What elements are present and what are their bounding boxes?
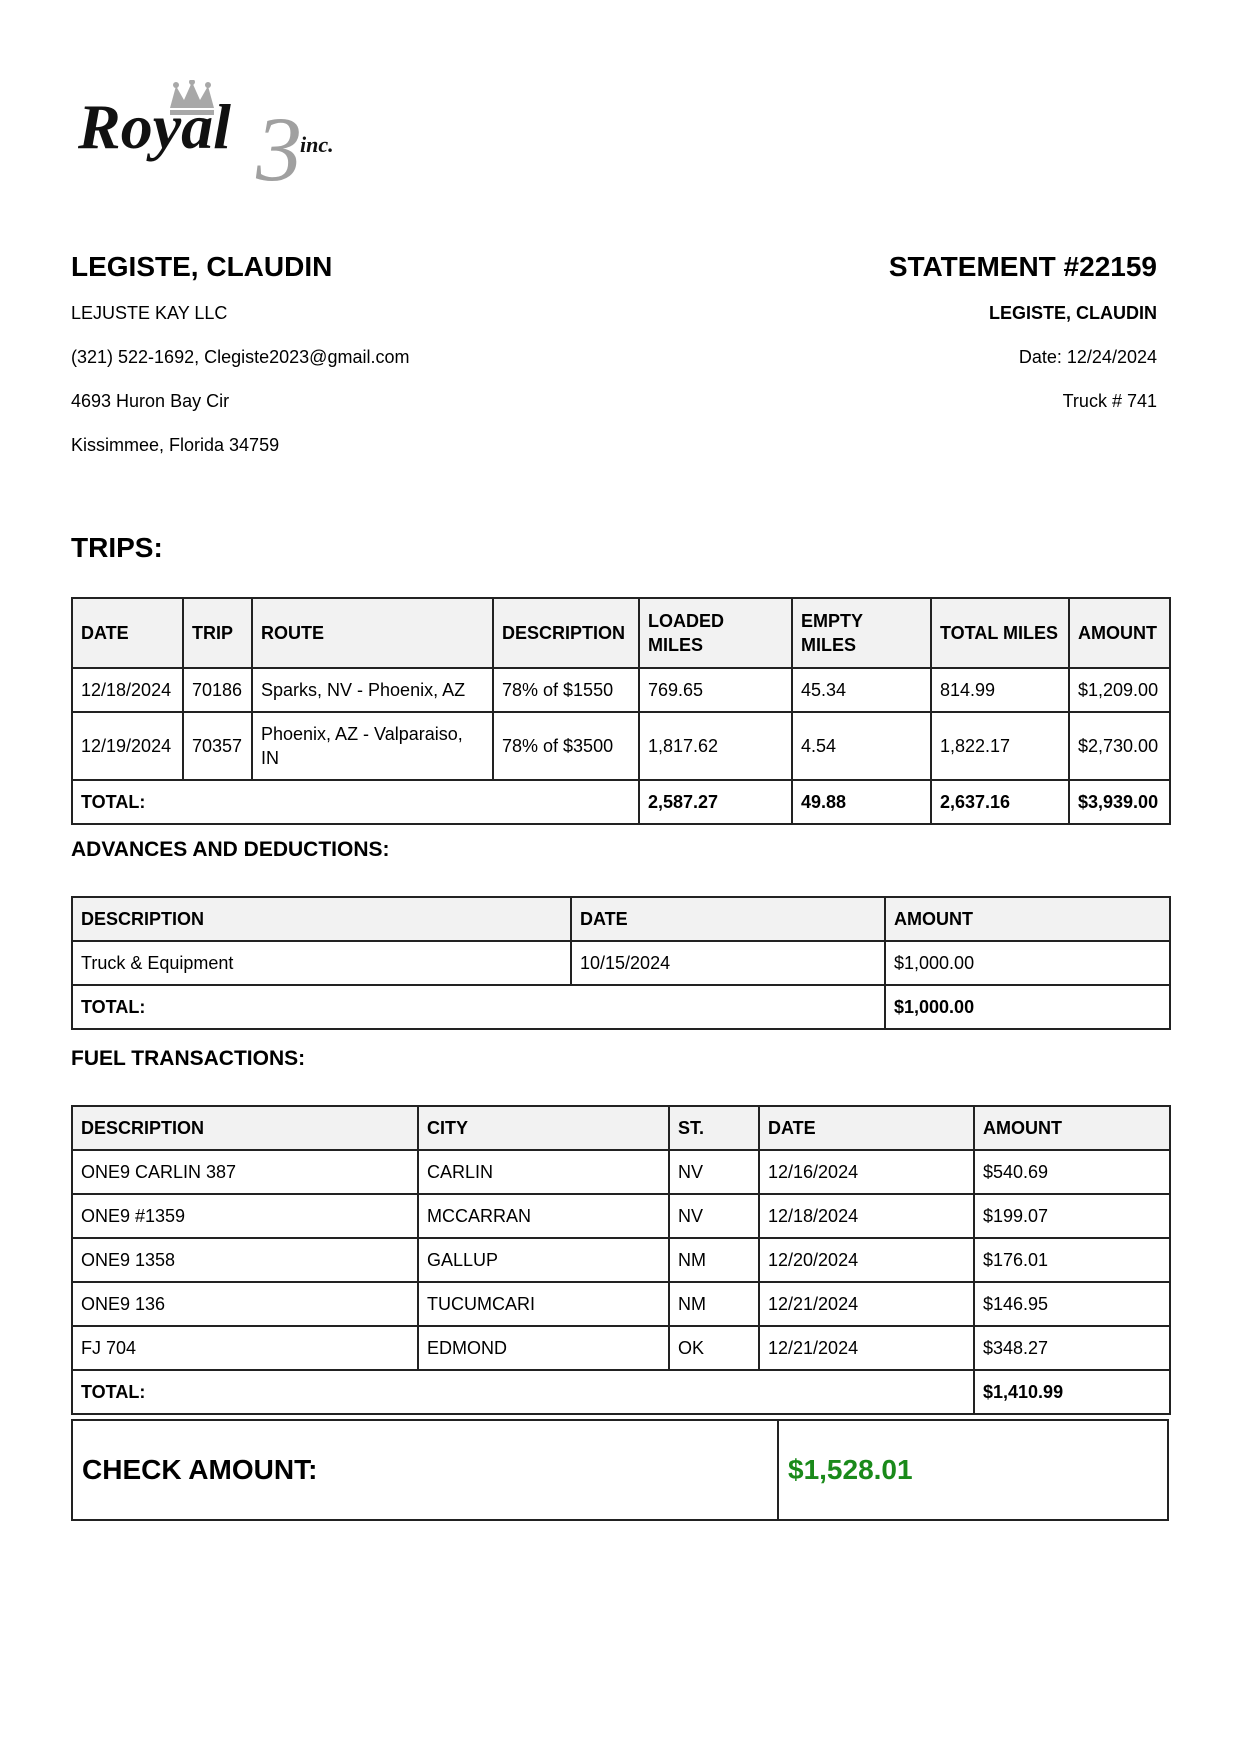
total-loaded-miles: 2,587.27 xyxy=(639,780,792,824)
table-row xyxy=(72,1150,1170,1194)
total-label: TOTAL: xyxy=(72,985,885,1029)
logo-numeral: 3 xyxy=(256,98,302,190)
advances-table xyxy=(71,896,1171,1030)
total-label: TOTAL: xyxy=(72,780,639,824)
col-header: ST. xyxy=(669,1106,759,1150)
total-amount: $3,939.00 xyxy=(1069,780,1170,824)
check-amount-label: CHECK AMOUNT: xyxy=(73,1421,779,1519)
cell: EDMOND xyxy=(418,1326,669,1370)
company-logo xyxy=(78,80,388,190)
cell: GALLUP xyxy=(418,1238,669,1282)
cell: $1,000.00 xyxy=(885,941,1170,985)
check-amount-value: $1,528.01 xyxy=(788,1454,913,1485)
total-empty-miles: 49.88 xyxy=(792,780,931,824)
cell: 769.65 xyxy=(639,668,792,712)
statement-date: Date: 12/24/2024 xyxy=(1018,347,1157,367)
cell: 12/18/2024 xyxy=(759,1194,974,1238)
total-amount: $1,410.99 xyxy=(974,1370,1170,1414)
cell: Truck & Equipment xyxy=(72,941,571,985)
total-row xyxy=(72,1370,1170,1414)
total-label: TOTAL: xyxy=(72,1370,974,1414)
cell: ONE9 136 xyxy=(72,1282,418,1326)
contact-info: (321) 522-1692, Clegiste2023@gmail.com xyxy=(71,347,410,367)
fuel-heading: FUEL TRANSACTIONS: xyxy=(71,1047,306,1070)
col-header: DESCRIPTION xyxy=(72,897,571,941)
cell: OK xyxy=(669,1326,759,1370)
col-header: TOTAL MILES xyxy=(931,598,1069,668)
col-header: DESCRIPTION xyxy=(493,598,639,668)
cell: $1,209.00 xyxy=(1069,668,1170,712)
table-header-row xyxy=(72,598,1170,668)
cell: FJ 704 xyxy=(72,1326,418,1370)
table-header-row xyxy=(72,897,1170,941)
table-row xyxy=(72,1326,1170,1370)
cell: NM xyxy=(669,1282,759,1326)
trips-heading: TRIPS: xyxy=(71,532,163,563)
table-row xyxy=(72,941,1170,985)
cell: 70186 xyxy=(183,668,252,712)
table-row xyxy=(72,1194,1170,1238)
truck-number: Truck # 741 xyxy=(1062,391,1157,411)
table-header-row xyxy=(72,1106,1170,1150)
driver-info xyxy=(71,250,409,478)
cell: 12/21/2024 xyxy=(759,1282,974,1326)
statement-info xyxy=(889,250,1157,434)
cell: 12/21/2024 xyxy=(759,1326,974,1370)
col-header: AMOUNT xyxy=(974,1106,1170,1150)
table-row xyxy=(72,1282,1170,1326)
col-header: DATE xyxy=(72,598,183,668)
logo-wordmark: Royal xyxy=(78,91,231,162)
address-line-2: Kissimmee, Florida 34759 xyxy=(71,435,280,455)
cell: Phoenix, AZ - Valparaiso, IN xyxy=(252,712,493,780)
cell: 45.34 xyxy=(792,668,931,712)
address-line-1: 4693 Huron Bay Cir xyxy=(71,391,230,411)
col-header: DATE xyxy=(759,1106,974,1150)
trips-table xyxy=(71,597,1171,825)
cell: $146.95 xyxy=(974,1282,1170,1326)
col-header: TRIP xyxy=(183,598,252,668)
col-header: ROUTE xyxy=(252,598,493,668)
table-row xyxy=(72,1238,1170,1282)
cell: 1,817.62 xyxy=(639,712,792,780)
cell: 78% of $3500 xyxy=(493,712,639,780)
statement-title: STATEMENT #22159 xyxy=(888,251,1157,282)
cell: NV xyxy=(669,1194,759,1238)
total-row xyxy=(72,985,1170,1029)
cell: $540.69 xyxy=(974,1150,1170,1194)
cell: 12/18/2024 xyxy=(72,668,183,712)
cell: 12/19/2024 xyxy=(72,712,183,780)
table-row xyxy=(72,668,1170,712)
cell: CARLIN xyxy=(418,1150,669,1194)
cell: ONE9 #1359 xyxy=(72,1194,418,1238)
cell: ONE9 CARLIN 387 xyxy=(72,1150,418,1194)
col-header: AMOUNT xyxy=(885,897,1170,941)
table-row xyxy=(72,712,1170,780)
total-amount: $1,000.00 xyxy=(885,985,1170,1029)
cell: 1,822.17 xyxy=(931,712,1069,780)
cell: 4.54 xyxy=(792,712,931,780)
cell: NM xyxy=(669,1238,759,1282)
check-amount-box xyxy=(71,1419,1169,1521)
total-row xyxy=(72,780,1170,824)
cell: $348.27 xyxy=(974,1326,1170,1370)
col-header: DESCRIPTION xyxy=(72,1106,418,1150)
col-header: DATE xyxy=(571,897,885,941)
col-header: AMOUNT xyxy=(1069,598,1170,668)
fuel-table xyxy=(71,1105,1171,1415)
cell: Sparks, NV - Phoenix, AZ xyxy=(252,668,493,712)
cell: $199.07 xyxy=(974,1194,1170,1238)
cell: 10/15/2024 xyxy=(571,941,885,985)
cell: $2,730.00 xyxy=(1069,712,1170,780)
col-header: EMPTY MILES xyxy=(792,598,931,668)
total-miles: 2,637.16 xyxy=(931,780,1069,824)
statement-name: LEGISTE, CLAUDIN xyxy=(988,303,1157,323)
col-header: LOADED MILES xyxy=(639,598,792,668)
cell: MCCARRAN xyxy=(418,1194,669,1238)
cell: TUCUMCARI xyxy=(418,1282,669,1326)
col-header: CITY xyxy=(418,1106,669,1150)
cell: 12/16/2024 xyxy=(759,1150,974,1194)
driver-name: LEGISTE, CLAUDIN xyxy=(71,251,333,282)
cell: $176.01 xyxy=(974,1238,1170,1282)
advances-heading: ADVANCES AND DEDUCTIONS: xyxy=(71,838,390,861)
company-name: LEJUSTE KAY LLC xyxy=(71,303,228,323)
logo-suffix: inc. xyxy=(300,132,334,157)
cell: 814.99 xyxy=(931,668,1069,712)
cell: ONE9 1358 xyxy=(72,1238,418,1282)
cell: 70357 xyxy=(183,712,252,780)
cell: 78% of $1550 xyxy=(493,668,639,712)
cell: NV xyxy=(669,1150,759,1194)
cell: 12/20/2024 xyxy=(759,1238,974,1282)
